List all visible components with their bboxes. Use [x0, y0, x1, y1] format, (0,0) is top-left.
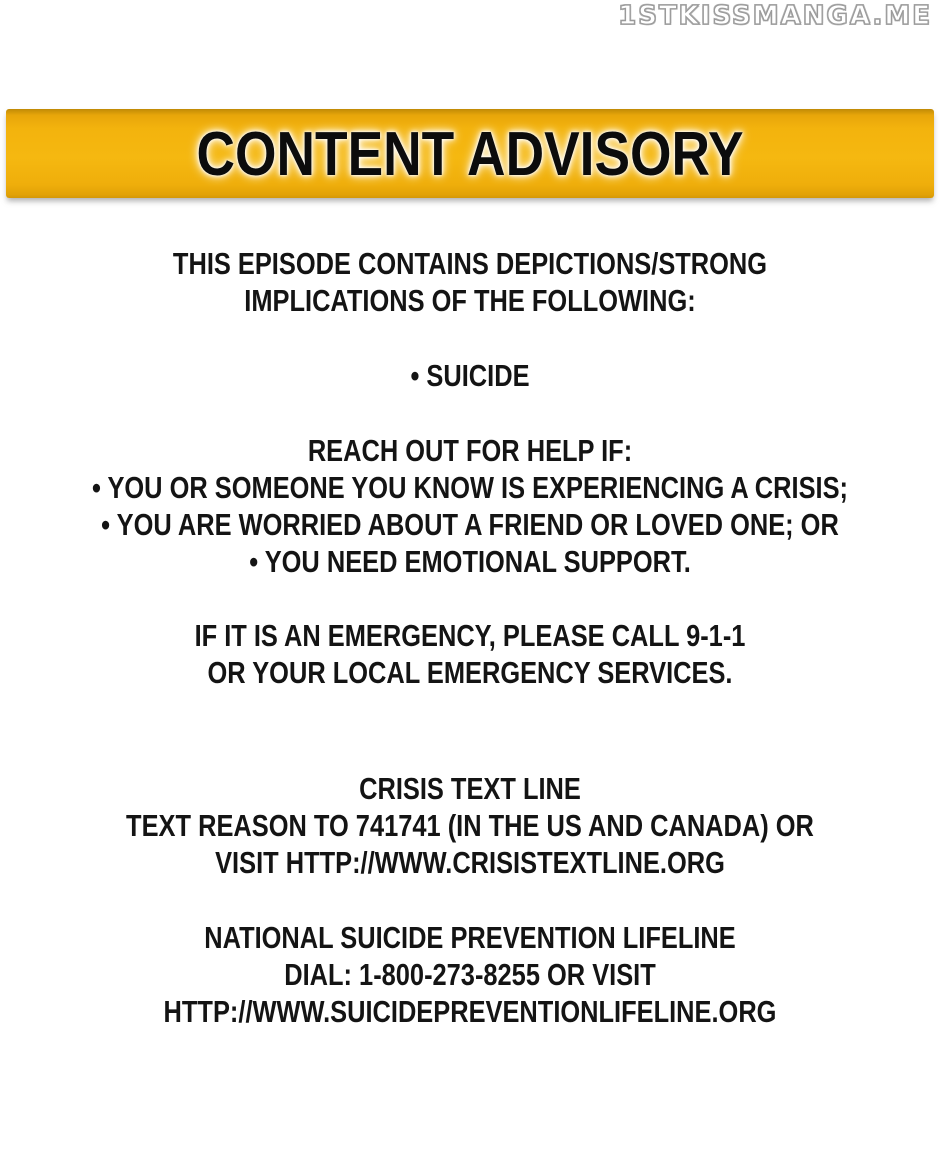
lifeline-section: [0, 919, 940, 1030]
crisis-text-line-section: [0, 770, 940, 881]
content-advisory-banner: [6, 109, 934, 198]
text-line: TEXT REASON TO 741741 (IN THE US AND CANADA) OR: [126, 808, 814, 843]
help-bullet: • YOU NEED EMOTIONAL SUPPORT.: [249, 544, 691, 579]
help-section: [0, 432, 940, 580]
text-line: VISIT HTTP://WWW.CRISISTEXTLINE.ORG: [215, 845, 725, 880]
content-warning-item: [0, 357, 940, 394]
text-line: IMPLICATIONS OF THE FOLLOWING:: [244, 283, 696, 318]
text-line: CRISIS TEXT LINE: [359, 771, 581, 806]
help-bullet: • YOU OR SOMEONE YOU KNOW IS EXPERIENCING A CRISIS;: [91, 470, 849, 505]
text-line: • SUICIDE: [410, 358, 530, 393]
help-bullet: • YOU ARE WORRIED ABOUT A FRIEND OR LOVED ONE; OR: [101, 507, 839, 542]
site-watermark: 1STKISSMANGA.ME: [618, 1, 932, 31]
text-line: NATIONAL SUICIDE PREVENTION LIFELINE: [204, 920, 736, 955]
text-line: OR YOUR LOCAL EMERGENCY SERVICES.: [207, 655, 733, 690]
text-line: THIS EPISODE CONTAINS DEPICTIONS/STRONG: [172, 246, 768, 281]
advisory-intro: [0, 245, 940, 319]
emergency-section: [0, 617, 940, 691]
text-line: DIAL: 1-800-273-8255 OR VISIT: [284, 957, 656, 992]
text-line: HTTP://WWW.SUICIDEPREVENTIONLIFELINE.ORG: [163, 994, 777, 1029]
banner-title: CONTENT ADVISORY: [196, 120, 744, 189]
help-heading: REACH OUT FOR HELP IF:: [307, 433, 633, 468]
text-line: IF IT IS AN EMERGENCY, PLEASE CALL 9-1-1: [194, 618, 746, 653]
